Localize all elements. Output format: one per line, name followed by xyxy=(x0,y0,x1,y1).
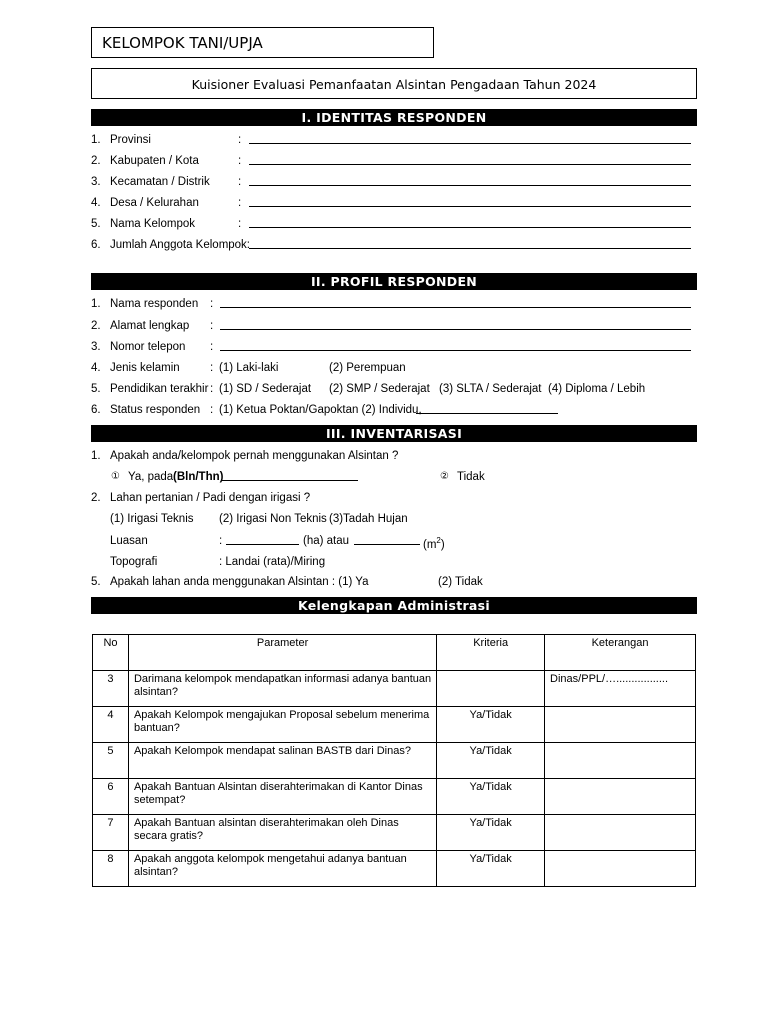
inventarisasi-q2-luasan xyxy=(91,533,697,549)
option-tadah-hujan[interactable]: (3)Tadah Hujan xyxy=(329,513,408,525)
unit-superscript: 2 xyxy=(436,536,441,545)
field-colon: : xyxy=(238,155,242,167)
provinsi-input-line[interactable] xyxy=(249,132,691,144)
jumlah-anggota-input-line[interactable] xyxy=(249,237,691,249)
circled-one-icon[interactable]: ① xyxy=(111,471,120,482)
inventarisasi-q5 xyxy=(91,574,697,590)
field-label: Kecamatan / Distrik xyxy=(110,176,210,188)
kabupaten-input-line[interactable] xyxy=(249,153,691,165)
status-other-input-line[interactable] xyxy=(416,402,558,414)
profil-row-pendidikan xyxy=(91,381,697,397)
row-kriteria[interactable] xyxy=(437,671,545,707)
inventarisasi-q1-options xyxy=(91,469,697,485)
group-title: KELOMPOK TANI/UPJA xyxy=(91,27,434,58)
row-no: 6 xyxy=(93,779,129,815)
row-keterangan[interactable] xyxy=(545,779,696,815)
nama-kelompok-input-line[interactable] xyxy=(249,216,691,228)
item-number: 5. xyxy=(91,576,101,588)
row-parameter: Darimana kelompok mendapatkan informasi adanya bantuan alsintan? xyxy=(128,671,436,707)
row-keterangan[interactable] xyxy=(545,743,696,779)
row-no: 7 xyxy=(93,815,129,851)
question-text: Lahan pertanian / Padi dengan irigasi ? xyxy=(110,492,311,504)
profil-row-alamat xyxy=(91,318,697,334)
alamat-input-line[interactable] xyxy=(220,318,691,330)
row-parameter: Apakah Bantuan alsintan diserahterimakan oleh Dinas secara gratis? xyxy=(128,815,436,851)
field-label: Alamat lengkap xyxy=(110,320,190,332)
inventarisasi-q2 xyxy=(91,490,697,506)
profil-row-status xyxy=(91,402,697,418)
table-row xyxy=(93,671,696,707)
field-colon: : xyxy=(210,298,214,310)
field-colon: : xyxy=(238,176,242,188)
row-no: 5 xyxy=(93,743,129,779)
luasan-label: Luasan xyxy=(110,535,148,547)
row-no: 4 xyxy=(93,707,129,743)
row-keterangan[interactable] xyxy=(545,815,696,851)
kecamatan-input-line[interactable] xyxy=(249,174,691,186)
form-title: Kuisioner Evaluasi Pemanfaatan Alsintan Pengadaan Tahun 2024 xyxy=(91,68,697,99)
luasan-m2-input-line[interactable] xyxy=(354,533,420,545)
row-kriteria[interactable]: Ya/Tidak xyxy=(437,851,545,887)
row-parameter: Apakah Kelompok mengajukan Proposal sebelum menerima bantuan? xyxy=(128,707,436,743)
field-label: Desa / Kelurahan xyxy=(110,197,199,209)
item-number: 6. xyxy=(91,404,101,416)
row-kriteria[interactable]: Ya/Tidak xyxy=(437,779,545,815)
option-slta[interactable]: (3) SLTA / Sederajat xyxy=(439,383,542,395)
field-label: Nomor telepon xyxy=(110,341,186,353)
unit-close: ) xyxy=(440,538,445,551)
identitas-row-kabupaten xyxy=(91,153,697,169)
item-number: 4. xyxy=(91,197,101,209)
inventarisasi-q2-topografi xyxy=(91,554,697,570)
field-colon: : xyxy=(210,362,214,374)
item-number: 2. xyxy=(91,492,101,504)
option-diploma[interactable]: (4) Diploma / Lebih xyxy=(548,383,646,395)
table-row xyxy=(93,815,696,851)
field-label: Nama responden xyxy=(110,298,199,310)
option-tidak-text: Tidak xyxy=(457,471,485,483)
option-smp[interactable]: (2) SMP / Sederajat xyxy=(329,383,430,395)
field-colon: : xyxy=(210,320,214,332)
table-header-row xyxy=(93,635,696,671)
section-identitas-title: I. IDENTITAS RESPONDEN xyxy=(91,109,697,126)
option-perempuan[interactable]: (2) Perempuan xyxy=(329,362,406,374)
item-number: 1. xyxy=(91,134,101,146)
field-colon: : xyxy=(238,218,242,230)
field-label: Pendidikan terakhir xyxy=(110,383,209,395)
option-ya-date-label: (Bln/Thn) xyxy=(173,471,224,483)
identitas-row-desa xyxy=(91,195,697,211)
item-number: 6. xyxy=(91,239,101,251)
profil-row-jenis-kelamin xyxy=(91,360,697,376)
profil-row-nama xyxy=(91,296,697,312)
identitas-row-jumlah-anggota xyxy=(91,237,697,253)
identitas-row-provinsi xyxy=(91,132,697,148)
row-keterangan[interactable] xyxy=(545,707,696,743)
desa-input-line[interactable] xyxy=(249,195,691,207)
luasan-ha-input-line[interactable] xyxy=(226,533,299,545)
option-irigasi-teknis[interactable]: (1) Irigasi Teknis xyxy=(110,513,194,525)
option-sd[interactable]: (1) SD / Sederajat xyxy=(219,383,312,395)
field-label: Kabupaten / Kota xyxy=(110,155,199,167)
row-kriteria[interactable]: Ya/Tidak xyxy=(437,815,545,851)
option-tidak[interactable]: (2) Tidak xyxy=(438,576,483,588)
topografi-value[interactable]: : Landai (rata)/Miring xyxy=(219,556,326,568)
item-number: 2. xyxy=(91,155,101,167)
inventarisasi-q1 xyxy=(91,448,697,464)
field-colon: : xyxy=(238,197,242,209)
row-kriteria[interactable]: Ya/Tidak xyxy=(437,707,545,743)
nama-responden-input-line[interactable] xyxy=(220,296,691,308)
header-kriteria: Kriteria xyxy=(437,635,545,671)
section-profil-title: II. PROFIL RESPONDEN xyxy=(91,273,697,290)
section-administrasi-title: Kelengkapan Administrasi xyxy=(91,597,697,614)
option-irigasi-non-teknis[interactable]: (2) Irigasi Non Teknis xyxy=(219,513,327,525)
telepon-input-line[interactable] xyxy=(220,339,691,351)
section-inventarisasi-title: III. INVENTARISASI xyxy=(91,425,697,442)
table-row xyxy=(93,707,696,743)
field-label: Jumlah Anggota Kelompok: xyxy=(110,239,251,251)
field-label: Nama Kelompok xyxy=(110,218,196,230)
field-colon: : xyxy=(219,535,223,547)
table-row xyxy=(93,779,696,815)
item-number: 5. xyxy=(91,383,101,395)
row-parameter: Apakah Kelompok mendapat salinan BASTB dari Dinas? xyxy=(128,743,436,779)
luasan-ha-unit: (ha) atau xyxy=(303,535,350,547)
row-keterangan[interactable]: Dinas/PPL/…................. xyxy=(545,671,696,707)
field-colon: : xyxy=(238,134,242,146)
identitas-row-kecamatan xyxy=(91,174,697,190)
field-label: Jenis kelamin xyxy=(110,362,180,374)
row-keterangan[interactable] xyxy=(545,851,696,887)
item-number: 1. xyxy=(91,298,101,310)
item-number: 1. xyxy=(91,450,101,462)
row-parameter: Apakah Bantuan Alsintan diserahterimakan di Kantor Dinas setempat? xyxy=(128,779,436,815)
field-colon: : xyxy=(210,341,214,353)
identitas-row-nama-kelompok xyxy=(91,216,697,232)
topografi-label: Topografi xyxy=(110,556,158,568)
unit-text: (m xyxy=(423,538,437,551)
row-parameter: Apakah anggota kelompok mengetahui adanya bantuan alsintan? xyxy=(128,851,436,887)
option-ya-text: Ya, pada xyxy=(128,471,174,483)
item-number: 3. xyxy=(91,341,101,353)
administrasi-table xyxy=(92,634,696,887)
row-no: 8 xyxy=(93,851,129,887)
header-keterangan: Keterangan xyxy=(545,635,696,671)
item-number: 5. xyxy=(91,218,101,230)
header-parameter: Parameter xyxy=(128,635,436,671)
profil-row-telepon xyxy=(91,339,697,355)
table-row xyxy=(93,851,696,887)
option-laki-laki[interactable]: (1) Laki-laki xyxy=(219,362,279,374)
circled-two-icon[interactable]: ② xyxy=(440,471,449,482)
inventarisasi-q2-options xyxy=(91,511,697,527)
row-no: 3 xyxy=(93,671,129,707)
item-number: 2. xyxy=(91,320,101,332)
field-colon: : xyxy=(210,383,214,395)
luasan-m2-unit xyxy=(423,533,445,553)
field-colon: : xyxy=(210,404,214,416)
header-no: No xyxy=(93,635,129,671)
field-label: Provinsi xyxy=(110,134,151,146)
field-label: Status responden xyxy=(110,404,201,416)
item-number: 4. xyxy=(91,362,101,374)
date-input-line[interactable] xyxy=(222,469,358,481)
item-number: 3. xyxy=(91,176,101,188)
table-row xyxy=(93,743,696,779)
row-kriteria[interactable]: Ya/Tidak xyxy=(437,743,545,779)
status-options[interactable]: (1) Ketua Poktan/Gapoktan (2) Individu, xyxy=(219,404,422,416)
question-text[interactable]: Apakah lahan anda menggunakan Alsintan : (1) Ya xyxy=(110,576,369,588)
question-text: Apakah anda/kelompok pernah menggunakan Alsintan ? xyxy=(110,450,399,462)
